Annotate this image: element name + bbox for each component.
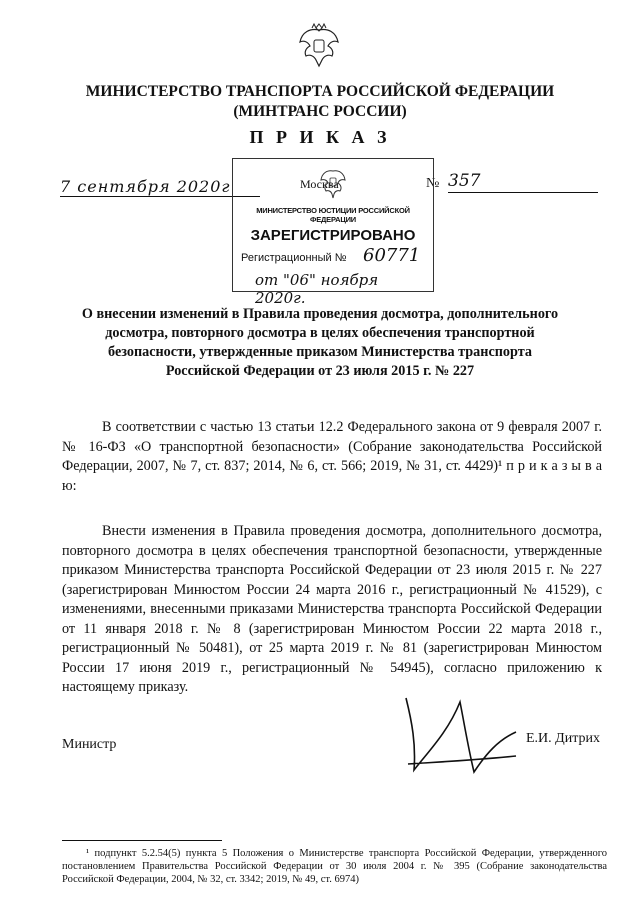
stamp-registered: ЗАРЕГИСТРИРОВАНО bbox=[250, 227, 416, 244]
ministry-name-line1: МИНИСТЕРСТВО ТРАНСПОРТА РОССИЙСКОЙ ФЕДЕРАЦИИ bbox=[85, 83, 555, 100]
order-number: 357 bbox=[448, 170, 598, 193]
registration-stamp bbox=[232, 158, 434, 307]
document-heading: О внесении изменений в Правила проведения досмотра, дополнительного досмотра, повторного досмотра в целях обеспечения транспортной безопасности, утвержденные приказом Министерства транспорта Российской Федерации от 23 июля 2015 г. № 227 bbox=[81, 306, 559, 379]
stamp-reg-label: Регистрационный № bbox=[241, 252, 347, 264]
order-title: П Р И К А З bbox=[249, 127, 391, 147]
order-date: 7 сентября 2020г bbox=[60, 178, 260, 197]
handwritten-signature-icon bbox=[398, 692, 520, 782]
stamp-reg-date: от "06" ноября 2020г. bbox=[255, 271, 379, 307]
paragraph-order: Внести изменения в Правила проведения досмотра, дополнительного досмотра, повторного досмотра в целях обеспечения транспортной безопасности, утвержденные приказом Министерства транспорта Российской Федерации от 23 июля 2015 г. № 227 (зарегистрирован Минюстом России 24 марта 2016 г., регистрационный № 41529), с изменениями, внесенными приказами Министерства транспорта Российской Федерации от 11 января 2018 г. № 8 (зарегистрирован Минюстом России 22 марта 2018 г., регистрационный № 50481), от 25 марта 2019 г. № 81 (зарегистрирован Минюстом России 17 июня 2019 г., регистрационный № 54945), согласно приложению к настоящему приказу. bbox=[62, 523, 602, 695]
stamp-ministry: МИНИСТЕРСТВО ЮСТИЦИИ РОССИЙСКОЙ ФЕДЕРАЦИИ bbox=[256, 206, 410, 224]
footnote-divider bbox=[62, 840, 222, 841]
order-number-sign: № bbox=[426, 176, 440, 191]
minister-name: Е.И. Дитрих bbox=[526, 731, 600, 746]
ministry-name bbox=[60, 82, 580, 122]
stamp-reg-number: 60771 bbox=[363, 245, 421, 266]
order-city: Москва bbox=[300, 177, 339, 191]
ministry-name-line2: (МИНТРАНС РОССИИ) bbox=[233, 103, 407, 120]
minister-title: Министр bbox=[62, 737, 117, 752]
stamp-eagle-icon bbox=[319, 165, 347, 201]
coat-of-arms-icon bbox=[296, 20, 342, 70]
paragraph-basis: В соответствии с частью 13 статьи 12.2 Федерального закона от 9 февраля 2007 г. № 16-ФЗ «О транспортной безопасности» (Собрание законодательства Российской Федерации, 2007, № 7, ст. 837; 2014, № 6, ст. 566; 2019, № 31, ст. 4429)¹ п р и к а з ы в а ю: bbox=[62, 419, 602, 494]
footnote: ¹ подпункт 5.2.54(5) пункта 5 Положения о Министерстве транспорта Российской Федерации, утвержденного постановлением Правительства Российской Федерации от 30 июля 2004 г. № 395 (Собрание законодательства Российской Федерации, 2004, № 32, ст. 3342; 2019, № 49, ст. 6974) bbox=[62, 848, 607, 885]
